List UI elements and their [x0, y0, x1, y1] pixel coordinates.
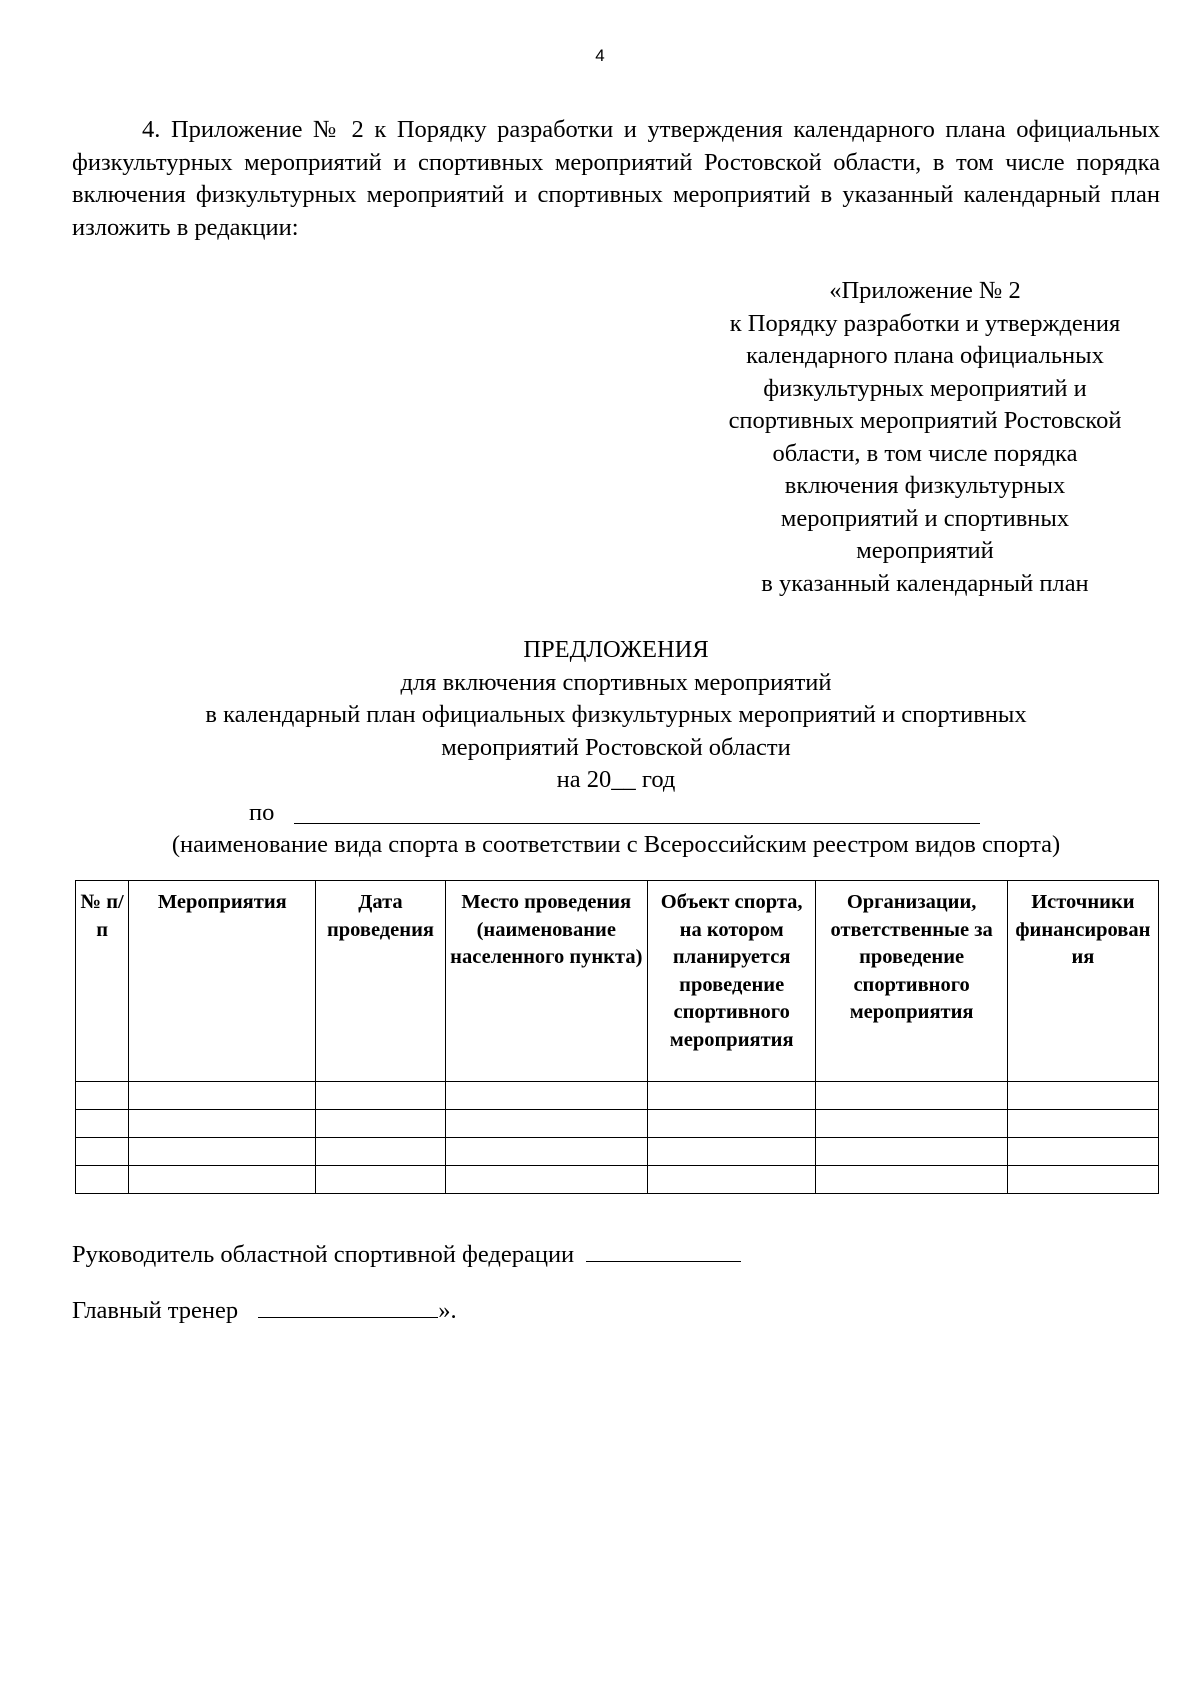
table-cell[interactable]	[1007, 1166, 1158, 1194]
table-cell[interactable]	[445, 1138, 647, 1166]
table-row	[76, 1166, 1159, 1194]
column-header-number: № п/п	[76, 881, 129, 1082]
column-header-sports-facility: Объект спорта, на котором планируется проведение спортивного мероприятия	[647, 881, 816, 1082]
document-title: ПРЕДЛОЖЕНИЯ	[523, 636, 709, 663]
table-cell[interactable]	[816, 1166, 1007, 1194]
column-header-organizations: Организации, ответственные за проведение спортивного мероприятия	[816, 881, 1007, 1082]
table-cell[interactable]	[76, 1138, 129, 1166]
appendix-line: мероприятий	[856, 537, 994, 564]
federation-head-blank[interactable]	[586, 1237, 741, 1262]
appendix-line: календарного плана официальных	[746, 342, 1104, 369]
federation-head-signature	[72, 1237, 741, 1272]
title-line: мероприятий Ростовской области	[441, 733, 791, 761]
table-cell[interactable]	[647, 1138, 816, 1166]
appendix-line: к Порядку разработки и утверждения	[729, 309, 1121, 337]
table-cell[interactable]	[316, 1110, 445, 1138]
table-cell[interactable]	[647, 1166, 816, 1194]
column-header-events: Мероприятия	[129, 881, 316, 1082]
appendix-line: включения физкультурных	[784, 472, 1066, 499]
title-line: для включения спортивных мероприятий	[400, 668, 832, 696]
table-cell[interactable]	[816, 1082, 1007, 1110]
table-cell[interactable]	[129, 1138, 316, 1166]
table-cell[interactable]	[816, 1110, 1007, 1138]
federation-head-label: Руководитель областной спортивной федерации	[72, 1241, 575, 1268]
column-header-venue: Место проведения (наименование населенного пункта)	[445, 881, 647, 1082]
table-cell[interactable]	[1007, 1110, 1158, 1138]
document-title-block	[72, 634, 1160, 797]
appendix-line: спортивных мероприятий Ростовской	[728, 407, 1122, 434]
head-coach-blank[interactable]	[258, 1293, 438, 1318]
table-header-row	[76, 881, 1159, 1082]
sport-caption: (наименование вида спорта в соответствии с Всероссийским реестром видов спорта)	[171, 831, 1061, 858]
table-cell[interactable]	[316, 1138, 445, 1166]
head-coach-signature	[72, 1293, 457, 1328]
table-cell[interactable]	[1007, 1138, 1158, 1166]
table-body	[76, 1082, 1159, 1194]
appendix-line: в указанный календарный план	[761, 569, 1089, 597]
table-cell[interactable]	[647, 1082, 816, 1110]
page-number: 4	[595, 46, 605, 65]
appendix-heading	[690, 275, 1160, 600]
table-cell[interactable]	[445, 1166, 647, 1194]
appendix-line: мероприятий и спортивных	[780, 504, 1070, 532]
table-row	[76, 1082, 1159, 1110]
column-header-date: Дата проведения	[316, 881, 445, 1082]
table-cell[interactable]	[76, 1166, 129, 1194]
table-cell[interactable]	[129, 1082, 316, 1110]
appendix-line: области, в том числе порядка	[772, 439, 1078, 467]
table-cell[interactable]	[76, 1110, 129, 1138]
table-cell[interactable]	[647, 1110, 816, 1138]
table-cell[interactable]	[445, 1082, 647, 1110]
title-line: на 20__ год	[556, 766, 676, 793]
closing-quote: ».	[438, 1297, 457, 1324]
column-header-funding: Источники финансирования	[1007, 881, 1158, 1082]
table-cell[interactable]	[76, 1082, 129, 1110]
table-cell[interactable]	[316, 1166, 445, 1194]
table-row	[76, 1138, 1159, 1166]
appendix-line: физкультурных мероприятий и	[763, 374, 1087, 402]
title-line: в календарный план официальных физкультурных мероприятий и спортивных	[205, 701, 1027, 728]
appendix-line: «Приложение № 2	[829, 277, 1021, 304]
table-cell[interactable]	[445, 1110, 647, 1138]
table-cell[interactable]	[1007, 1082, 1158, 1110]
sport-name-blank[interactable]	[294, 823, 980, 824]
table-cell[interactable]	[129, 1166, 316, 1194]
proposals-table	[75, 880, 1159, 1194]
table-cell[interactable]	[316, 1082, 445, 1110]
table-cell[interactable]	[129, 1110, 316, 1138]
head-coach-label: Главный тренер	[72, 1297, 239, 1324]
table-row	[76, 1110, 1159, 1138]
intro-paragraph: 4. Приложение № 2 к Порядку разработки и утверждения календарного плана официальных физкультурных мероприятий и спортивных мероприятий Ростовской области, в том числе порядка включения физкультурных мероприятий и спортивных мероприятий в указанный календарный план изложить в редакции:	[72, 116, 1160, 241]
sport-prefix: по	[249, 799, 275, 826]
table-cell[interactable]	[816, 1138, 1007, 1166]
